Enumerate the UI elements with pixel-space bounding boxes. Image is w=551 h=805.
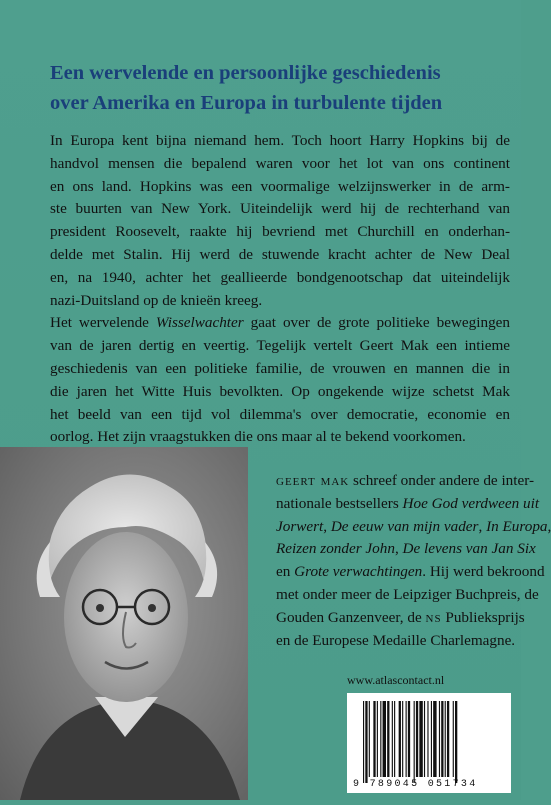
barcode-bar [394,701,395,777]
bio-line [276,538,536,561]
blurb-line: delde met Stalin. Hij werd de stuwende kracht achter de New Deal [50,245,510,263]
barcode-bar [373,701,375,777]
barcode-bar [380,701,381,777]
barcode-bar [445,701,446,777]
barcode-bar [416,701,418,777]
barcode-bar [441,701,443,777]
blurb-text: Het wervelende [50,314,156,332]
blurb-line: van de jaren dertig en veertig. Tegelijk vertelt Geert Mak een intieme [50,337,510,355]
author-name: geert mak [276,472,350,489]
blurb-line: nazi-Duitsland op de knieën kreeg. [50,291,263,309]
barcode-bar [369,701,370,777]
bio-text: . Hij werd bekroond [422,563,545,581]
barcode-bar [455,701,457,783]
book-title: De levens van Jan Six [402,540,536,558]
bio-text: , [478,517,487,535]
publisher-url: www.atlascontact.nl [347,673,445,687]
barcode-bar [399,701,401,777]
bio-line [276,516,551,539]
tagline [50,58,510,118]
prize-abbrev: ns [425,608,442,626]
barcode-bar [427,701,428,777]
barcode-bar [453,701,454,777]
bio-line [276,561,545,584]
barcode-bar [392,701,393,777]
barcode-bar [419,701,422,777]
bio-text: en [276,563,295,581]
barcode-bar [363,701,364,783]
book-title: De eeuw van mijn vader [330,517,479,535]
barcode-bar [365,701,367,783]
barcode [347,693,511,793]
blurb-line: en ons land. Hopkins was een voormalige welzijnswerker in de arm- [50,177,510,195]
barcode-bar [431,701,432,777]
author-photo [0,447,248,800]
blurb-line: het beeld van een tijd vol dilemma's over democratie, economie en [50,405,510,423]
barcode-bar [406,701,407,777]
barcode-bar [383,701,386,777]
blurb-line: handvol mensen die bepalend waren voor het lot van ons continent [50,154,510,172]
book-title: Hoe God verdween uit [402,494,540,512]
book-title: Reizen zonder John [276,540,395,558]
isbn-number: 9 789045 051734 [353,779,478,790]
blurb-line: en, na 1940, achter het geallieerde bondgenootschap dat uiteindelijk [50,268,510,286]
blurb-line: oorlog. Het zijn vraagstukken die ons maar al te bekend voorkomen. [50,428,466,446]
bio-line [276,607,525,630]
bio-line [276,493,540,516]
blurb-line [50,312,510,335]
blurb-line: ste buurten van New York. Uiteindelijk werd hij de rechterhand van [50,200,510,218]
barcode-bars [347,693,511,793]
book-title: Wisselwachter [155,314,244,332]
bio-text: , [547,517,551,535]
blurb-line: die jaren het Witte Huis bevolkten. Op ongekende wijze schetst Mak [50,382,510,400]
barcode-bar [377,701,378,777]
barcode-bar [387,701,389,777]
barcode-bar [424,701,425,777]
bio-text: , [394,540,403,558]
author-portrait-image [0,447,248,800]
book-title: Grote verwachtingen [294,563,423,581]
bio-text: Publieksprijs [441,608,525,626]
tagline-line: over Amerika en Europa in turbulente tijden [50,92,443,114]
bio-line: en de Europese Medaille Charlemagne. [276,631,516,649]
book-title: Jorwert [276,517,324,535]
blurb-line: In Europa kent bijna niemand hem. Toch hoort Harry Hopkins bij de [50,132,510,149]
book-title: In Europa [486,517,548,535]
bio-text: , [323,517,331,535]
barcode-bar [414,701,415,783]
tagline-line: Een wervelende en persoonlijke geschiedenis [50,62,441,84]
bio-text: Gouden Ganzenveer, de [276,608,426,626]
blurb-text: gaat over de grote politieke bewegingen [243,314,511,332]
bio-line [276,470,535,493]
barcode-bar [447,701,449,777]
barcode-bar [402,701,403,777]
bio-line: met onder meer de Leipziger Buchpreis, de [276,585,539,603]
author-bio [276,470,551,652]
barcode-bar [439,701,440,777]
barcode-bar [408,701,410,777]
bio-text: schreef onder andere de inter- [349,472,535,489]
blurb-line: geschiedenis van een politieke familie, de vrouwen en mannen die in [50,359,510,377]
barcode-bar [433,701,436,777]
blurb [50,130,510,449]
bio-text: nationale bestsellers [276,494,403,512]
blurb-line: president Roosevelt, raakte hij bevriend met Churchill en onderhan- [50,223,510,241]
